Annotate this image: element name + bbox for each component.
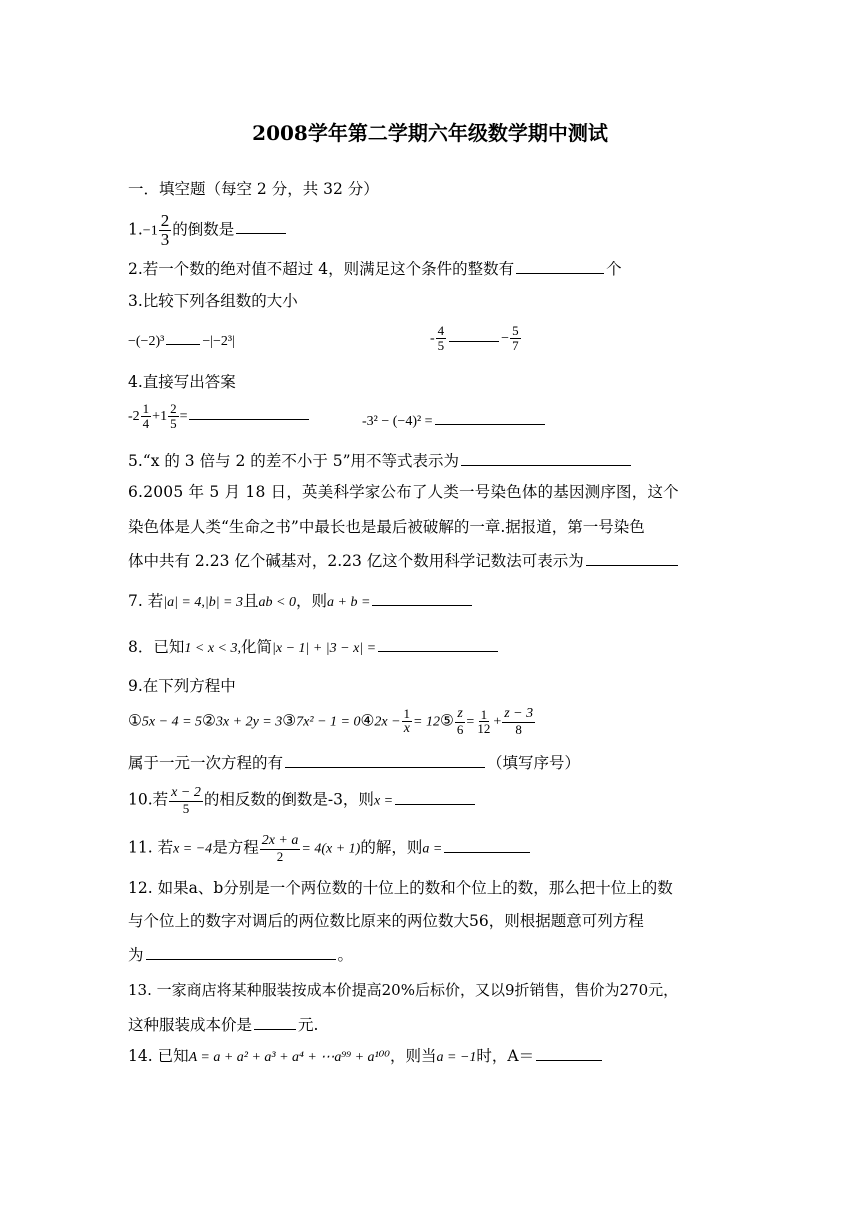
fraction: $\frac{x - 2}{5}$ <box>171 785 201 816</box>
answer-blank[interactable] <box>516 259 604 274</box>
question-14: 14. 已知A = a + a² + a³ + a⁴ + ⋯a⁹⁹ + a¹⁰⁰，则当a = −1时，A＝ <box>128 1046 604 1067</box>
answer-blank[interactable] <box>146 945 336 960</box>
answer-blank[interactable] <box>372 591 472 606</box>
question-11: 11. 若x = −4是方程 $\frac{2x + a}{2}$ = 4(x + 1)的解，则a = <box>128 834 532 863</box>
question-6-line-1: 6.2005 年 5 月 18 日，英美科学家公布了人类一号染色体的基因测序图，这个 <box>128 483 679 501</box>
answer-blank[interactable] <box>395 790 475 805</box>
question-3-right-compare: - $\frac{4}{5}$ − $\frac{5}{7}$ <box>430 323 519 353</box>
answer-blank[interactable] <box>166 330 200 345</box>
answer-blank[interactable] <box>435 410 545 425</box>
question-13-line-2: 这种服装成本价是 元. <box>128 1016 319 1034</box>
fraction: $\frac{1}{12}$ <box>477 706 491 737</box>
question-10: 10.若 $\frac{x - 2}{5}$ 的相反数的倒数是-3，则x = <box>128 786 477 815</box>
question-7: 7. 若|a| = 4,|b| = 3且ab < 0，则a + b = <box>128 591 474 612</box>
question-3-left-compare: −(−2)³ −|−2³| <box>128 330 235 351</box>
fraction: $\frac{z - 3}{8}$ <box>504 706 534 737</box>
question-13-line-1: 13. 一家商店将某种服装按成本价提高20%后标价，又以9折销售，售价为270元， <box>128 981 679 999</box>
question-4-b: -3² − (−4)² = <box>362 410 547 431</box>
fraction: $\frac{4}{5}$ <box>437 323 445 353</box>
answer-blank[interactable] <box>285 753 485 768</box>
answer-blank[interactable] <box>536 1046 602 1061</box>
question-4: 4.直接写出答案 <box>128 373 236 391</box>
question-6-line-2: 染色体是人类“生命之书”中最长也是最后被破解的一章.据报道，第一号染色 <box>128 518 645 536</box>
fraction: $\frac{2}{5}$ <box>170 401 177 431</box>
fraction: $\frac{5}{7}$ <box>512 323 519 353</box>
answer-blank[interactable] <box>444 838 530 853</box>
fraction: $\frac{1}{x}$ <box>403 706 411 736</box>
fraction: $\frac{z}{6}$ <box>456 706 464 737</box>
section-heading: 一．填空题（每空 2 分，共 32 分） <box>128 180 379 198</box>
question-9-answer: 属于一元一次方程的有 （填写序号） <box>128 754 581 772</box>
question-9-equations: ①5x − 4 = 5②3x + 2y = 3③7x² − 1 = 0④2x − $\frac{1}{x}$ = 12⑤ $\frac{z}{6}$ = $\frac{1}{12}$ + $\frac{z - 3}{8}$ <box>128 706 534 737</box>
question-3: 3.比较下列各组数的大小 <box>128 292 298 310</box>
answer-blank[interactable] <box>189 405 309 420</box>
answer-blank[interactable] <box>461 451 631 466</box>
answer-blank[interactable] <box>586 551 678 566</box>
answer-blank[interactable] <box>378 637 498 652</box>
question-6-line-3: 体中共有 2.23 亿个碱基对，2.23 亿这个数用科学记数法可表示为 <box>128 551 680 571</box>
page-title: 2008学年第二学期六年级数学期中测试 <box>252 121 608 145</box>
question-12-line-3: 为 。 <box>128 946 354 964</box>
fraction: $\frac{2x + a}{2}$ <box>261 833 299 864</box>
answer-blank[interactable] <box>254 1015 296 1030</box>
question-12-line-2: 与个位上的数字对调后的两位数比原来的两位数大56，则根据题意可列方程 <box>128 912 644 930</box>
answer-blank[interactable] <box>449 327 499 342</box>
question-1: 1.−1 $\frac{2}{3}$ 的倒数是 <box>128 212 288 249</box>
question-4-a: -2 $\frac{1}{4}$ +1 $\frac{2}{5}$ = <box>128 402 311 430</box>
answer-blank[interactable] <box>236 219 286 234</box>
question-8: 8．已知1 < x < 3,化简|x − 1| + |3 − x| = <box>128 637 500 658</box>
fraction: $\frac{1}{4}$ <box>142 401 150 431</box>
question-2: 2.若一个数的绝对值不超过 4，则满足这个条件的整数有 个 <box>128 260 622 278</box>
question-5: 5.“x 的 3 倍与 2 的差不小于 5”用不等式表示为 <box>128 451 633 471</box>
question-9: 9.在下列方程中 <box>128 677 236 695</box>
question-12-line-1: 12. 如果a、b分别是一个两位数的十位上的数和个位上的数，那么把十位上的数 <box>128 879 673 897</box>
fraction: $\frac{2}{3}$ <box>160 211 170 249</box>
